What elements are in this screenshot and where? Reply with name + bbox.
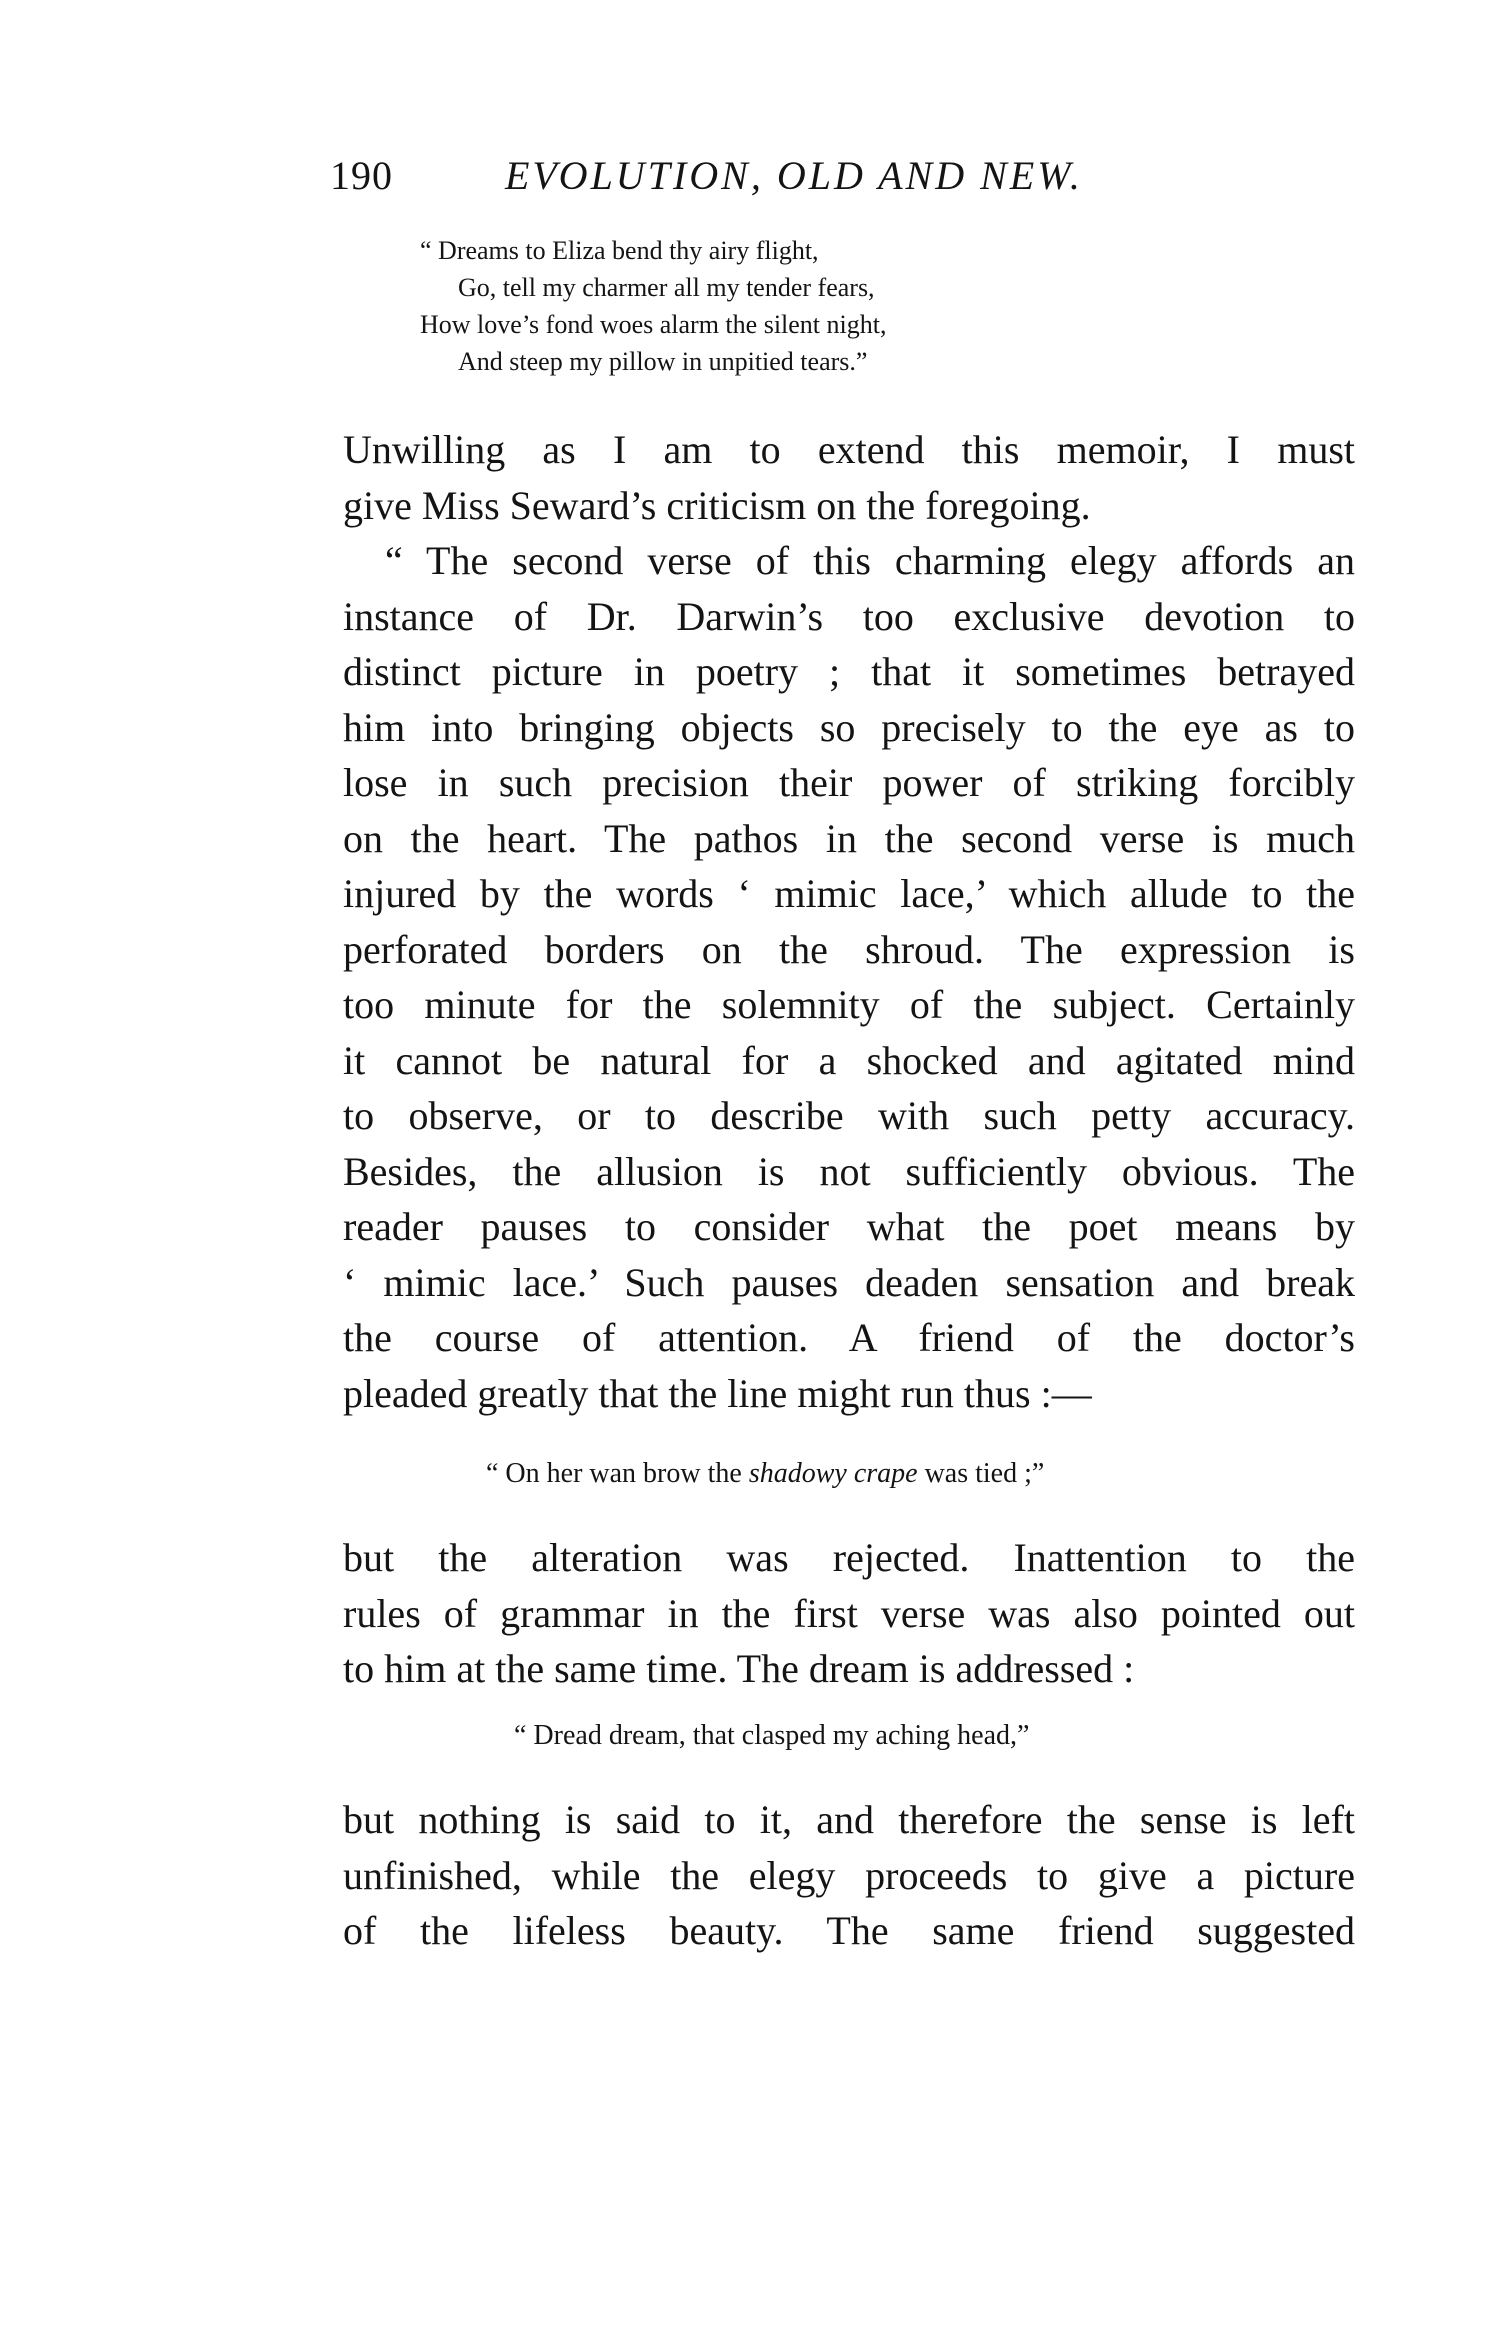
text-line: instance of Dr. Darwin’s too exclusive devotion to [343,593,1355,639]
text-line: reader pauses to consider what the poet means by [343,1204,1355,1249]
text-line: too minute for the solemnity of the subject. Certainly [343,982,1355,1027]
quote-text: “ On her wan brow the [486,1458,749,1489]
poem-line: How love’s fond woes alarm the silent night, [420,310,887,339]
text-line: Unwilling as I am to extend this memoir, I must [343,427,1355,472]
text-line: injured by the words ‘ mimic lace,’ which allude to the [343,871,1355,916]
text-line: pleaded greatly that the line might run thus :— [343,1370,1092,1416]
text-line: unfinished, while the elegy proceeds to give a picture [343,1852,1355,1898]
poem-stanza [420,232,1140,380]
quote-text: “ Dread dream, that clasped my aching head,” [514,1720,1030,1751]
text-line: of the lifeless beauty. The same friend suggested [343,1908,1355,1953]
text-line: it cannot be natural for a shocked and agitated mind [343,1037,1355,1083]
running-title: EVOLUTION, OLD AND NEW. [505,153,1083,198]
poem-line: “ Dreams to Eliza bend thy airy flight, [420,236,819,265]
block-quote [486,1458,1044,1490]
text-line: “ The second verse of this charming elegy affords an [385,538,1355,583]
quote-text: was tied ;” [917,1458,1045,1489]
text-line: perforated borders on the shroud. The expression is [343,926,1355,972]
text-line: to observe, or to describe with such petty accuracy. [343,1093,1355,1138]
text-line: give Miss Seward’s criticism on the foregoing. [343,482,1091,528]
page-number: 190 [330,153,393,198]
body-paragraphs [343,422,1355,1421]
text-line: on the heart. The pathos in the second verse is much [343,815,1355,861]
text-line: but nothing is said to it, and therefore the sense is left [343,1797,1355,1842]
poem-line: And steep my pillow in unpitied tears.” [458,347,868,376]
text-line: the course of attention. A friend of the doctor’s [343,1315,1355,1360]
text-line: to him at the same time. The dream is addressed : [343,1646,1135,1691]
text-line: him into bringing objects so precisely to the eye as to [343,704,1355,750]
running-head [330,152,1180,202]
poem-line: Go, tell my charmer all my tender fears, [458,273,875,302]
text-line: rules of grammar in the first verse was also pointed out [343,1590,1355,1636]
text-line: Besides, the allusion is not sufficiently obvious. The [343,1148,1355,1194]
text-line: distinct picture in poetry ; that it sometimes betrayed [343,649,1355,694]
block-quote [514,1720,1029,1752]
body-paragraphs [343,1530,1355,1697]
body-paragraphs [343,1792,1355,1959]
quote-italic-text: shadowy crape [748,1458,918,1489]
text-line: but the alteration was rejected. Inattention to the [343,1535,1355,1580]
text-line: ‘ mimic lace.’ Such pauses deaden sensation and break [343,1259,1355,1305]
text-line: lose in such precision their power of striking forcibly [343,760,1355,805]
